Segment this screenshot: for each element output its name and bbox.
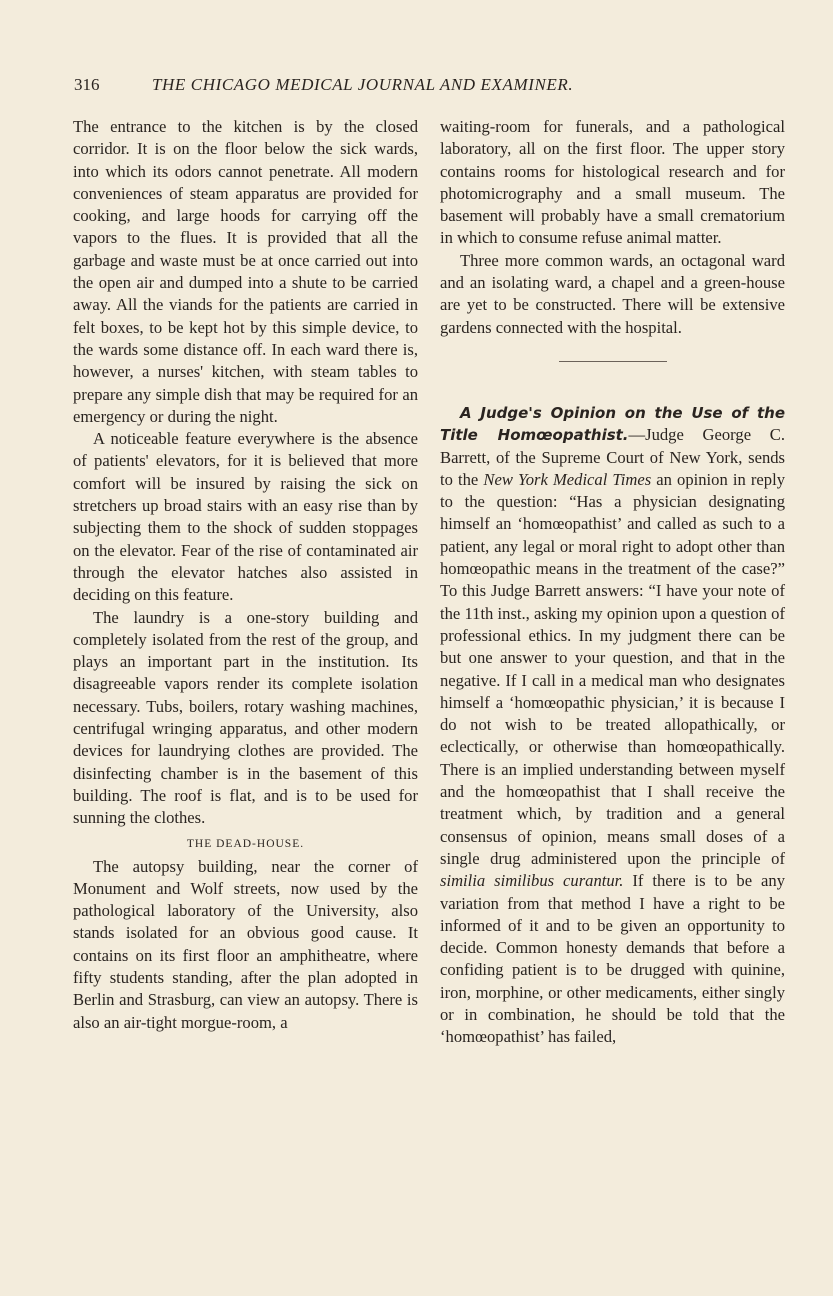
latin-phrase: similia similibus curantur. xyxy=(440,871,624,891)
right-column xyxy=(440,116,785,1049)
article-title: A Judge's Opinion on the Use of the Title Homœopathist. xyxy=(440,403,785,445)
running-header xyxy=(74,74,774,96)
paragraph-kitchen: The entrance to the kitchen is by the closed corridor. It is on the floor below the sick wards, into which its odors cannot penetrate. All modern conveniences of steam apparatus are provided for cooking, and large hoods for carrying off the vapors to the flues. It is provided that all the garbage and waste must be at once carried out into the open air and dumped into a shute to be carried away. All the viands for the patients are carried in felt boxes, to be kept hot by this simple device, to the wards some distance off. In each ward there is, however, a nurses' kitchen, with steam tables to prepare any simple dish that may be required for an emergency or during the night. xyxy=(73,117,418,426)
journal-title: THE CHICAGO MEDICAL JOURNAL AND EXAMINER. xyxy=(152,75,574,94)
section-divider xyxy=(559,361,667,362)
paragraph-laundry: The laundry is a one-story building and completely isolated from the rest of the group, and plays an important part in the institution. Its disagreeable vapors render its complete isolation necessary. Tubs, boilers, rotary washing machines, centrifugal wringing apparatus, and other modern devices for laundrying clothes are provided. The disinfecting chamber is in the basement of this building. The roof is flat, and is to be used for sunning the clothes. xyxy=(73,607,418,828)
left-column xyxy=(73,116,418,1034)
paragraph-waiting-room: waiting-room for funerals, and a pathological laboratory, all on the first floor. The upper story contains rooms for histological research and for photomicrography and a small museum. The basement will probably have a small crematorium in which to consume refuse animal matter. xyxy=(440,117,785,248)
paragraph-autopsy-building: The autopsy building, near the corner of Monument and Wolf streets, now used by the pathological laboratory of the University, also stands isolated for an obvious good cause. It contains on its first floor an amphitheatre, where fifty students standing, after the plan adopted in Berlin and Strasburg, can view an autopsy. There is also an air-tight morgue-room, a xyxy=(73,856,418,1032)
page-number: 316 xyxy=(74,75,100,94)
section-heading-dead-house: THE DEAD-HOUSE. xyxy=(186,837,305,850)
paragraph-common-wards: Three more common wards, an octagonal ward and an isolating ward, a chapel and a green-house are yet to be constructed. There will be extensive gardens connected with the hospital. xyxy=(440,250,785,337)
journal-name: New York Medical Times xyxy=(483,469,652,489)
paragraph-elevators: A noticeable feature everywhere is the absence of patients' elevators, for it is believed that more comfort will be insured by raising the sick on stretchers up broad stairs with an easy rise than by subjecting them to the shock of sudden stoppages on the elevator. Fear of the rise of contaminated air through the elevator hatches also assisted in deciding on this feature. xyxy=(73,429,418,605)
article-text-end: If there is to be any variation from that method I have a right to be informed of it and to be given an opportunity to decide. Common honesty demands that before a confiding patient is to be drugged with quinine, iron, morphine, or other medicaments, either singly or in combination, he should be told that the ‘homœopathist’ has failed, xyxy=(440,871,785,1047)
article-judges-opinion xyxy=(440,402,785,1049)
article-text-body: an opinion in reply to the question: “Has a physician designating himself an ‘homœopathist’ and called as such to a patient, any legal or moral right to adopt other than homœopathic means in the treatment of the case?” To this Judge Barrett answers: “I have your note of the 11th inst., asking my opinion upon a question of professional ethics. In my judgment there can be but one answer to your question, and that in the negative. If I call in a medical man who designates himself a ‘homœopathic physician,’ it is because I do not wish to be treated allopathically, or eclectically, or otherwise than homœopathically. There is an implied understanding between myself and the homœopathist that I shall receive the treatment which, by tradition and a general consensus of opinion, means small doses of a single drug administered upon the principle of xyxy=(440,469,785,868)
article-text-intro: —Judge George C. Barrett, of the Supreme Court of New York, sends to the xyxy=(440,425,786,489)
